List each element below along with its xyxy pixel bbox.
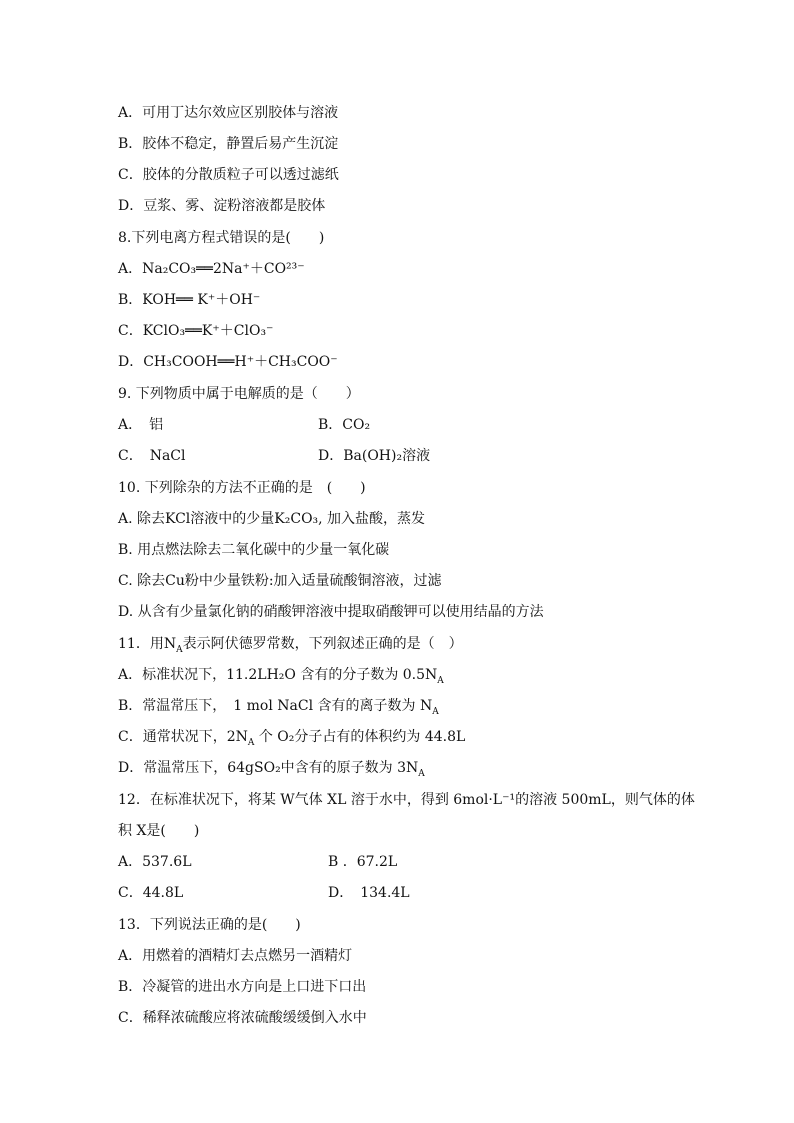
q8-option-a: A．Na₂CO₃══2Na⁺＋CO²³⁻ bbox=[118, 261, 305, 277]
q12-option-a: A．537.6L bbox=[118, 854, 192, 870]
q7-option-c: C．胶体的分散质粒子可以透过滤纸 bbox=[118, 167, 339, 183]
q13-stem: 13．下列说法正确的是( ) bbox=[118, 917, 301, 933]
q11-option-d: D．常温常压下，64gSO₂中含有的原子数为 $3N_A$ bbox=[118, 760, 425, 779]
q13-option-b: B．冷凝管的进出水方向是上口进下口出 bbox=[118, 979, 367, 995]
q13-option-a: A．用燃着的酒精灯去点燃另一酒精灯 bbox=[118, 948, 353, 964]
q9-option-a: A． 铝 bbox=[118, 417, 164, 433]
q8-stem: 8.下列电离方程式错误的是( ) bbox=[118, 230, 325, 246]
q10-option-b: B. 用点燃法除去二氧化碳中的少量一氧化碳 bbox=[118, 542, 390, 558]
q8-option-d: D．CH₃COOH══H⁺＋CH₃COO⁻ bbox=[118, 354, 338, 370]
q13-option-c: C．稀释浓硫酸应将浓硫酸缓缓倒入水中 bbox=[118, 1010, 367, 1026]
q7-option-b: B．胶体不稳定，静置后易产生沉淀 bbox=[118, 136, 339, 152]
q8-option-b: B．KOH══ K⁺＋OH⁻ bbox=[118, 292, 261, 308]
q12-option-c: C．44.8L bbox=[118, 885, 184, 901]
q12-option-b: B ．67.2L bbox=[328, 854, 398, 870]
q12-option-d: D． 134.4L bbox=[328, 885, 410, 901]
q7-option-a: A．可用丁达尔效应区别胶体与溶液 bbox=[118, 105, 339, 121]
q9-option-c: C． NaCl bbox=[118, 448, 186, 464]
q12-stem-line2: 积 X是( ) bbox=[118, 823, 200, 839]
q10-option-a: A. 除去KCl溶液中的少量K₂CO₃, 加入盐酸，蒸发 bbox=[118, 511, 426, 527]
q11-stem: 11．用$N_A$表示阿伏德罗常数，下列叙述正确的是（ ） bbox=[118, 636, 463, 655]
q11-option-c: C．通常状况下，$2N_A$ 个 O₂分子占有的体积约为 44.8L bbox=[118, 729, 466, 748]
q10-option-d: D. 从含有少量氯化钠的硝酸钾溶液中提取硝酸钾可以使用结晶的方法 bbox=[118, 604, 544, 620]
q7-option-d: D．豆浆、雾、淀粉溶液都是胶体 bbox=[118, 198, 326, 214]
q8-option-c: C．KClO₃══K⁺＋ClO₃⁻ bbox=[118, 323, 274, 339]
q11-option-b: B．常温常压下， 1 mol NaCl 含有的离子数为 $N_A$ bbox=[118, 698, 439, 717]
q11-option-a: A．标准状况下，11.2LH₂O 含有的分子数为 $0.5N_A$ bbox=[118, 667, 444, 686]
q9-option-d: D．Ba(OH)₂溶液 bbox=[318, 448, 431, 464]
q9-option-b: B．CO₂ bbox=[318, 417, 371, 433]
q9-stem: 9. 下列物质中属于电解质的是（ ） bbox=[118, 386, 360, 402]
q10-option-c: C. 除去Cu粉中少量铁粉:加入适量硫酸铜溶液，过滤 bbox=[118, 573, 442, 589]
q12-stem-line1: 12．在标准状况下，将某 W气体 XL 溶于水中，得到 6mol·L⁻¹的溶液 500mL，则气体的体 bbox=[118, 792, 695, 808]
q10-stem: 10. 下列除杂的方法不正确的是 ( ) bbox=[118, 480, 366, 496]
